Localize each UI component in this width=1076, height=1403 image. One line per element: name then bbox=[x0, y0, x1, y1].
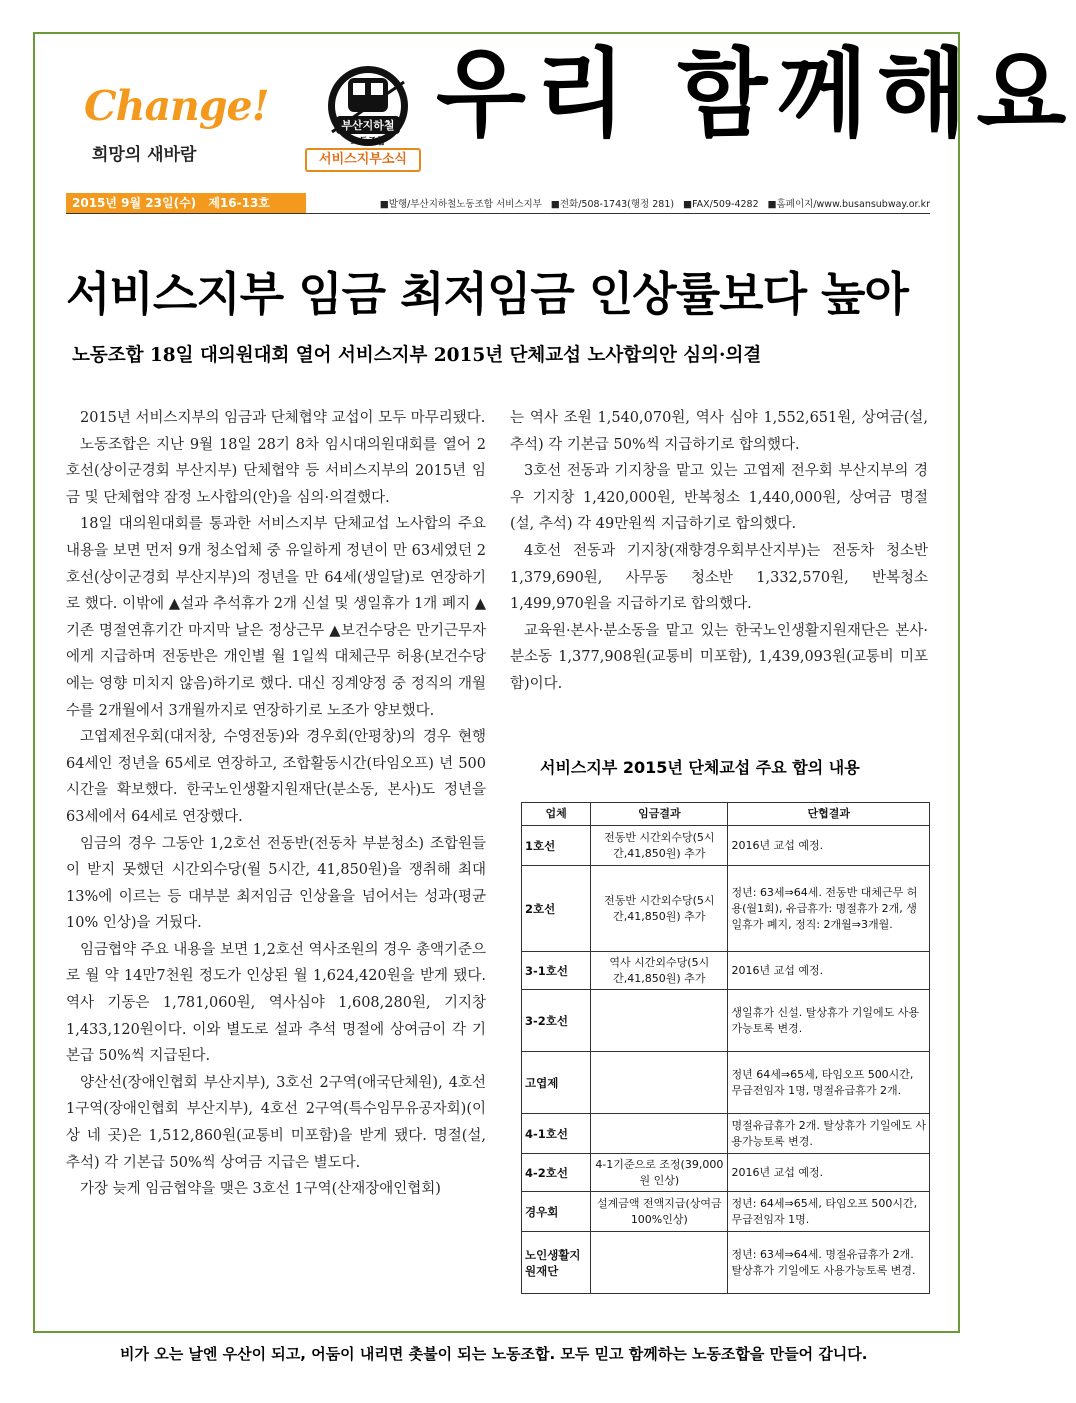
collective-cell: 명절유급휴가 2개. 탈상휴가 기일에도 사용가능토록 변경. bbox=[728, 1114, 930, 1154]
table-header-row bbox=[522, 803, 930, 826]
collective-cell: 생일휴가 신설. 탈상휴가 기일에도 사용가능토록 변경. bbox=[728, 990, 930, 1052]
paragraph: 고엽제전우회(대저창, 수영전동)와 경우회(안평창)의 경우 현행 64세인 정년을 65세로 연장하고, 조합활동시간(타임오프) 년 500시간을 확보했다. 한국노인생활지원재단(분소동, 본사)도 정년을 63세에서 64세로 연장했다. bbox=[66, 729, 486, 825]
table-row bbox=[522, 826, 930, 866]
branch-news-tag: 서비스지부소식 bbox=[305, 148, 421, 172]
phone: ■전화/508-1743(행정 281) bbox=[550, 199, 675, 210]
paragraph: 임금의 경우 그동안 1,2호선 전동반(전동차 부분청소) 조합원들이 받지 못했던 시간외수당(월 5시간, 41,850원)을 쟁취해 최대 13%에 이르는 등 대부분 최저임금 인상율을 넘어서는 성과(평균 10% 인상)을 거뒀다. bbox=[66, 835, 486, 932]
collective-cell: 정년: 63세⇒64세. 전동반 대체근무 허용(월1회), 유급휴가: 명절휴가 2개, 생일휴가 폐지, 정직: 2개월⇒3개월. bbox=[728, 866, 930, 952]
paragraph: 노동조합은 지난 9월 18일 28기 8차 임시대의원대회를 열어 2호선(상이군경회 부산지부) 단체협약 등 서비스지부의 2015년 임금 및 단체협약 잠정 노사합의(안)을 심의·의결했다. bbox=[66, 436, 486, 506]
hope-slogan: 희망의 새바람 bbox=[92, 145, 197, 165]
unit-cell: 4-1호선 bbox=[522, 1114, 591, 1154]
paragraph: 양산선(장애인협회 부산지부), 3호선 2구역(애국단체원), 4호선 1구역(장애인협회 부산지부), 4호선 2구역(특수임무유공자회)(이상 네 곳)은 1,512,860원(교통비 미포함)을 받게 됐다. 명절(설, 추석) 각 기본급 50%씩 상여금 지급은 별도다. bbox=[66, 1074, 486, 1171]
union-logo bbox=[318, 62, 418, 150]
table-row bbox=[522, 1052, 930, 1114]
table-row bbox=[522, 1192, 930, 1232]
table-row bbox=[522, 1154, 930, 1192]
paragraph: 교육원·본사·분소동을 맡고 있는 한국노인생활지원재단은 본사·분소동 1,377,908원(교통비 미포함), 1,439,093원(교통비 미포함)이다. bbox=[510, 622, 928, 692]
header-rule bbox=[66, 213, 930, 214]
unit-cell: 3-1호선 bbox=[522, 952, 591, 990]
paragraph: 임금협약 주요 내용을 보면 1,2호선 역사조원의 경우 총액기준으로 월 약 14만7천원 정도가 인상된 월 1,624,420원을 받게 됐다. 역사 기동은 1,781,060원, 역사심야 1,608,280원, 기지창 1,433,120원이다. 이와 별도로 설과 추석 명절에 상여금이 각 기본급 50%씩 지급된다. bbox=[66, 941, 486, 1065]
table-title: 서비스지부 2015년 단체교섭 주요 합의 내용 bbox=[540, 758, 860, 777]
paragraph: 는 역사 조원 1,540,070원, 역사 심야 1,552,651원, 상여금(설, 추석) 각 기본급 50%씩 지급하기로 합의했다. bbox=[510, 410, 928, 453]
wage-cell bbox=[591, 1114, 728, 1154]
headline: 서비스지부 임금 최저임금 인상률보다 높아 bbox=[66, 267, 908, 321]
issue-info-bar bbox=[66, 193, 930, 213]
unit-cell: 3-2호선 bbox=[522, 990, 591, 1052]
wage-cell bbox=[591, 1232, 728, 1294]
unit-cell: 2호선 bbox=[522, 866, 591, 952]
unit-cell: 4-2호선 bbox=[522, 1154, 591, 1192]
wage-cell: 전동반 시간외수당(5시간,41,850원) 추가 bbox=[591, 826, 728, 866]
publisher-info bbox=[366, 196, 930, 210]
collective-cell: 2016년 교섭 예정. bbox=[728, 826, 930, 866]
collective-cell: 2016년 교섭 예정. bbox=[728, 952, 930, 990]
paragraph: 가장 늦게 임금협약을 맺은 3호선 1구역(산재장애인협회) bbox=[80, 1181, 441, 1198]
issue-date: 2015년 9월 23일(수) bbox=[72, 196, 197, 210]
collective-cell: 정년: 64세⇒65세, 타임오프 500시간, 무급전임자 1명. bbox=[728, 1192, 930, 1232]
paragraph: 18일 대의원대회를 통과한 서비스지부 단체교섭 노사합의 주요내용을 보면 먼저 9개 청소업체 중 유일하게 정년이 만 63세였던 2호선(상이군경회 부산지부)의 정년을 만 64세(생일달)로 연장하기로 했다. 이밖에 ▲설과 추석휴가 2개 신설 및 생일휴가 1개 폐지 ▲기존 명절연휴기간 마지막 날은 정상근무 ▲보건수당은 만기근무자에게 지급하며 전동반은 개인별 월 1일씩 대체근무 허용(보건수당에는 영향 미치지 않음)하기로 했다. 대신 징계양정 중 정직의 개월 수를 2개월에서 3개월까지로 연장하기로 노조가 양보했다. bbox=[66, 516, 486, 719]
wage-cell bbox=[591, 1052, 728, 1114]
table-row bbox=[522, 866, 930, 952]
column-header-unit: 업체 bbox=[522, 803, 591, 826]
column-header-collective: 단협결과 bbox=[728, 803, 930, 826]
wage-cell: 설계금액 전액지급(상여금 100%인상) bbox=[591, 1192, 728, 1232]
wage-cell: 4-1기준으로 조정(39,000원 인상) bbox=[591, 1154, 728, 1192]
unit-cell: 고엽제 bbox=[522, 1052, 591, 1114]
change-logo-text: Change! bbox=[84, 82, 269, 130]
paragraph: 4호선 전동과 기지창(재향경우회부산지부)는 전동차 청소반 1,379,690원, 사무동 청소반 1,332,570원, 반복청소 1,499,970원을 지급하기로 합의했다. bbox=[510, 542, 928, 613]
svg-text:노동조합: 노동조합 bbox=[350, 137, 386, 147]
unit-cell: 노인생활지원재단 bbox=[522, 1232, 591, 1294]
masthead-title: 우리 함께해요 bbox=[436, 37, 1076, 150]
wage-cell: 전동반 시간외수당(5시간,41,850원) 추가 bbox=[591, 866, 728, 952]
collective-cell: 정년 64세⇒65세, 타임오프 500시간, 무급전임자 1명, 명절유급휴가 2개. bbox=[728, 1052, 930, 1114]
article-column-right bbox=[510, 405, 928, 698]
subheadline: 노동조합 18일 대의원대회 열어 서비스지부 2015년 단체교섭 노사합의안 심의·의결 bbox=[72, 345, 762, 366]
wage-cell bbox=[591, 990, 728, 1052]
svg-text:부산지하철: 부산지하철 bbox=[341, 119, 395, 132]
collective-cell: 2016년 교섭 예정. bbox=[728, 1154, 930, 1192]
agreement-table bbox=[521, 802, 930, 1294]
publisher: ■발행/부산지하철노동조합 서비스지부 bbox=[379, 199, 542, 210]
table-row bbox=[522, 1114, 930, 1154]
table-row bbox=[522, 952, 930, 990]
date-box bbox=[66, 193, 306, 213]
paragraph: 3호선 전동과 기지창을 맡고 있는 고엽제 전우회 부산지부의 경우 기지창 1,420,000원, 반복청소 1,440,000원, 상여금 명절(설, 추석) 각 49만원씩 지급하기로 합의했다. bbox=[510, 463, 928, 533]
homepage: ■홈페이지/www.busansubway.or.kr bbox=[767, 199, 930, 210]
table-row bbox=[522, 990, 930, 1052]
unit-cell: 1호선 bbox=[522, 826, 591, 866]
wage-cell: 역사 시간외수당(5시간,41,850원) 추가 bbox=[591, 952, 728, 990]
paragraph: 2015년 서비스지부의 임금과 단체협약 교섭이 모두 마무리됐다. bbox=[80, 410, 486, 426]
fax: ■FAX/509-4282 bbox=[683, 199, 759, 210]
issue-number: 제16-13호 bbox=[208, 196, 270, 210]
unit-cell: 경우회 bbox=[522, 1192, 591, 1232]
footer-slogan: 비가 오는 날엔 우산이 되고, 어둠이 내리면 촛불이 되는 노동조합. 모두 믿고 함께하는 노동조합을 만들어 갑니다. bbox=[120, 1345, 868, 1363]
table-row bbox=[522, 1232, 930, 1294]
column-header-wage: 임금결과 bbox=[591, 803, 728, 826]
article-column-left bbox=[66, 405, 486, 1203]
collective-cell: 정년: 63세⇒64세. 명절유급휴가 2개. 탈상휴가 기일에도 사용가능토록 변경. bbox=[728, 1232, 930, 1294]
